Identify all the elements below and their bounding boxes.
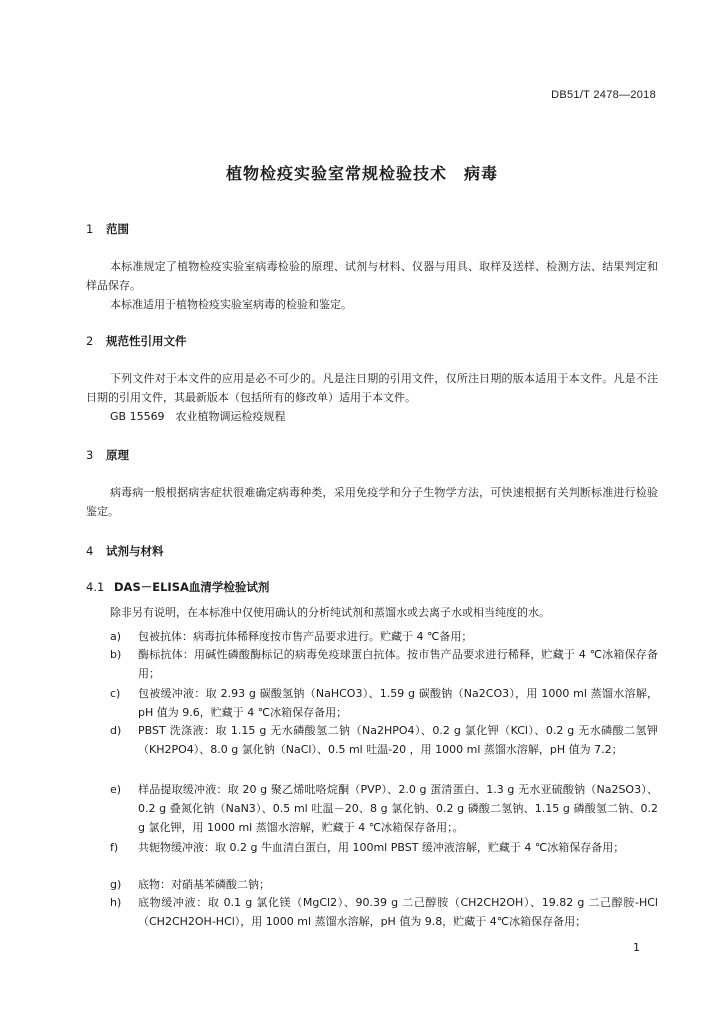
paragraph: 病毒病一般根据病害症状很难确定病毒种类，采用免疫学和分子生物学方法，可快速根据有关判断标准进行检验鉴定。 <box>86 486 658 518</box>
list-item <box>110 893 658 931</box>
list-item-label: h) <box>110 896 122 909</box>
document-title: 植物检疫实验室常规检验技术 病毒 <box>225 164 498 183</box>
subsection-title: DAS－ELISA血清学检验试剂 <box>114 580 270 594</box>
reference-item: GB 15569 农业植物调运检疫规程 <box>110 410 286 423</box>
section-heading-reagents <box>86 543 164 559</box>
list-item-text: 包被抗体：病毒抗体稀释度按市售产品要求进行。贮藏于 4 ℃备用； <box>138 630 473 643</box>
subsection-heading <box>86 579 269 595</box>
list-item <box>110 684 658 722</box>
list-item-label: d) <box>110 724 122 737</box>
list-item-text: 样品提取缓冲液：取 20 g 聚乙烯吡咯烷酮（PVP）、2.0 g 蛋清蛋白、1.3 g 无水亚硫酸钠（Na2SO3）、0.2 g 叠氮化钠（NaN3）、0.5 ml 吐温－20、8 g 氯化钠、0.2 g 磷酸二氢钠、1.15 g 磷酸氢二钠、0.2 g 氯化钾，用 1000 ml 蒸馏水溶解，贮藏于 4 ℃冰箱保存备用；。 <box>138 783 658 834</box>
list-item <box>110 838 658 857</box>
list-item <box>110 645 658 683</box>
list-item <box>110 627 658 646</box>
paragraph: 本标准规定了植物检疫实验室病毒检验的原理、试剂与材料、仪器与用具、取样及送样、检测方法、结果判定和样品保存。 <box>86 260 658 292</box>
list-item-label: b) <box>110 648 122 661</box>
list-item-text: 底物：对硝基苯磷酸二钠； <box>138 878 270 891</box>
list-item <box>110 875 658 894</box>
list-item-text: 底物缓冲液：取 0.1 g 氯化镁（MgCl2）、90.39 g 二己醇胺（CH2CH2OH）、19.82 g 二己醇胺-HCl（CH2CH2OH-HCl），用 1000 ml 蒸馏水溶解，pH 值为 9.8，贮藏于 4℃冰箱保存备用； <box>138 896 658 928</box>
section-number: 1 <box>86 222 94 236</box>
section-title: 试剂与材料 <box>106 544 164 558</box>
list-item-text: 包被缓冲液：取 2.93 g 碳酸氢钠（NaHCO3）、1.59 g 碳酸钠（Na2CO3），用 1000 ml 蒸馏水溶解，pH 值为 9.6，贮藏于 4 ℃冰箱保存备用； <box>138 687 658 719</box>
section-number: 2 <box>86 334 94 348</box>
list-item-label: f) <box>110 841 119 854</box>
document-code: DB51/T 2478—2018 <box>551 89 656 101</box>
section-title: 规范性引用文件 <box>106 334 187 348</box>
section-number: 3 <box>86 448 94 462</box>
page-number: 1 <box>633 941 640 954</box>
list-item-text: 共轭物缓冲液：取 0.2 g 牛血清白蛋白，用 100ml PBST 缓冲液溶解，贮藏于 4 ℃冰箱保存备用； <box>138 841 625 854</box>
section-heading-principle <box>86 447 129 463</box>
section-title: 原理 <box>106 448 129 462</box>
paragraph: 本标准适用于植物检疫实验室病毒的检验和鉴定。 <box>110 298 352 311</box>
list-item-label: e) <box>110 783 122 796</box>
list-item <box>110 721 658 759</box>
list-item-label: a) <box>110 630 122 643</box>
paragraph: 下列文件对于本文件的应用是必不可少的。凡是注日期的引用文件，仅所注日期的版本适用于本文件。凡是不注日期的引用文件，其最新版本（包括所有的修改单）适用于本文件。 <box>86 372 658 404</box>
list-item-text: 酶标抗体：用碱性磷酸酶标记的病毒免疫球蛋白抗体。按市售产品要求进行稀释，贮藏于 4 ℃冰箱保存备用； <box>138 648 658 680</box>
section-title: 范围 <box>106 222 129 236</box>
section-heading-scope <box>86 221 129 237</box>
subsection-number: 4.1 <box>86 580 105 594</box>
section-heading-normative-references <box>86 333 187 349</box>
section-number: 4 <box>86 544 94 558</box>
list-item-text: PBST 洗涤液：取 1.15 g 无水磷酸氢二钠（Na2HPO4）、0.2 g 氯化钾（KCl）、0.2 g 无水磷酸二氢钾（KH2PO4）、8.0 g 氯化钠（NaCl）、0.5 ml 吐温-20 ，用 1000 ml 蒸馏水溶解，pH 值为 7.2； <box>138 724 658 756</box>
intro-paragraph: 除非另有说明，在本标准中仅使用确认的分析纯试剂和蒸馏水或去离子水或相当纯度的水。 <box>110 606 550 619</box>
list-item-label: g) <box>110 878 122 891</box>
list-item-label: c) <box>110 687 121 700</box>
list-item <box>110 780 658 837</box>
